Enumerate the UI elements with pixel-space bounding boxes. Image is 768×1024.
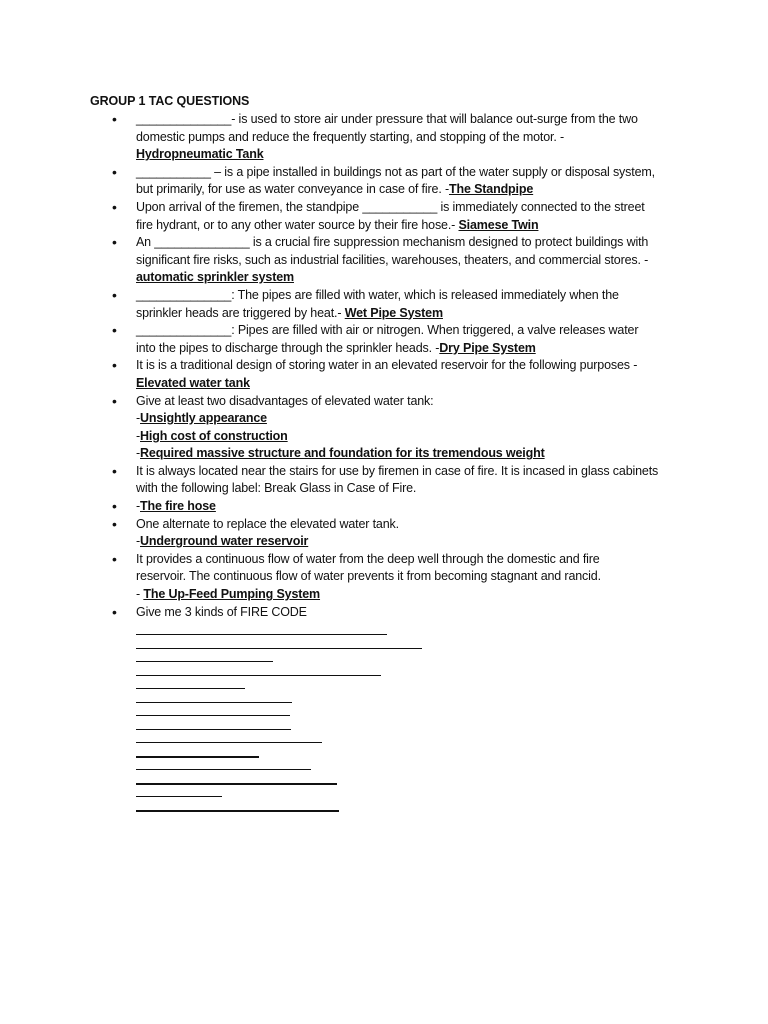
list-item: • Give me 3 kinds of FIRE CODE xyxy=(112,603,307,620)
list-item: • ______________- is used to store air under pressure that will balance out-surge from the two domestic pumps and reduce the frequently starting, and stopping of the motor. - Hydropneumatic Tank xyxy=(112,111,638,162)
blank-answer-line xyxy=(136,702,292,703)
list-item: • An ______________ is a crucial fire suppression mechanism designed to protect buildings with significant fire risks, such as industrial facilities, warehouses, theaters, and commercial stores. - automatic sprinkler system xyxy=(112,234,649,285)
blank-answer-line xyxy=(136,634,387,635)
question-list xyxy=(112,111,682,621)
list-item: • It is always located near the stairs for use by firemen in case of fire. It is incased in glass cabinets with the following label: Break Glass in Case of Fire. xyxy=(112,462,659,496)
blank-answer-line xyxy=(136,729,291,730)
blank-answer-line xyxy=(136,796,222,797)
blank-answer-line xyxy=(136,688,245,689)
blank-answer-line xyxy=(136,769,311,770)
bullet-icon: • xyxy=(112,234,117,251)
blank-answer-line xyxy=(136,715,290,716)
answer-text: The Up-Feed Pumping System xyxy=(143,587,321,602)
list-item: • One alternate to replace the elevated water tank. -Underground water reservoir xyxy=(112,515,399,549)
list-item: • ______________: The pipes are filled with water, which is released immediately when the sprinkler heads are triggered by heat.- Wet Pipe System xyxy=(112,286,619,320)
answer-text: automatic sprinkler system xyxy=(136,270,294,285)
bullet-icon: • xyxy=(112,603,117,620)
bullet-icon: • xyxy=(112,357,117,374)
page-title: GROUP 1 TAC QUESTIONS xyxy=(90,94,250,108)
bullet-icon: • xyxy=(112,462,117,479)
bullet-icon: • xyxy=(112,286,117,303)
list-item: • ___________ – is a pipe installed in buildings not as part of the water supply or disposal system, but primarily, for use as water conveyance in case of fire. -The Standpipe xyxy=(112,163,655,197)
answer-text: Siamese Twin xyxy=(458,217,539,232)
bullet-icon: • xyxy=(112,515,117,532)
answer-text: Unsightly appearance xyxy=(140,411,267,426)
blank-answer-line xyxy=(136,675,381,676)
answer-text: The fire hose xyxy=(140,499,216,514)
bullet-icon: • xyxy=(112,322,117,339)
bullet-icon: • xyxy=(112,198,117,215)
blank-answer-line xyxy=(136,648,422,649)
blank-answer-line xyxy=(136,783,337,785)
blank-answer-line xyxy=(136,756,259,758)
list-item: • ______________: Pipes are filled with air or nitrogen. When triggered, a valve releases water into the pipes to discharge through the sprinkler heads. -Dry Pipe System xyxy=(112,322,639,355)
list-item: • It provides a continuous flow of water from the deep well through the domestic and fire reservoir. The continuous flow of water prevents it from becoming stagnant and rancid. - The Up-Feed Pumping System xyxy=(112,550,601,602)
list-item: • -The fire hose xyxy=(112,498,216,515)
bullet-icon: • xyxy=(112,111,117,127)
answer-text: High cost of construction xyxy=(140,428,288,443)
bullet-icon: • xyxy=(112,550,117,567)
blank-answer-line xyxy=(136,661,273,662)
answer-text: The Standpipe xyxy=(448,182,534,197)
list-item: • Upon arrival of the firemen, the standpipe ___________ is immediately connected to the street fire hydrant, or to any other water source by their fire hose.- Siamese Twin xyxy=(112,198,645,232)
answer-text: Dry Pipe System xyxy=(439,340,536,355)
answer-text: Underground water reservoir xyxy=(140,534,309,549)
blank-answer-line xyxy=(136,810,339,812)
answer-text: Hydropneumatic Tank xyxy=(136,147,264,162)
bullet-icon: • xyxy=(112,163,117,180)
bullet-icon: • xyxy=(112,498,117,515)
bullet-icon: • xyxy=(112,392,117,409)
answer-text: Required massive structure and foundation for its tremendous weight xyxy=(140,446,545,461)
answer-text: Wet Pipe System xyxy=(344,305,443,320)
list-item: • It is is a traditional design of storing water in an elevated reservoir for the following purposes - Elevated water tank xyxy=(112,357,638,390)
list-item: • Give at least two disadvantages of elevated water tank: -Unsightly appearance -High cost of construction -Required massive structure and foundation for its tremendous weight xyxy=(112,392,545,461)
answer-text: Elevated water tank xyxy=(136,375,250,390)
blank-answer-line xyxy=(136,742,322,743)
